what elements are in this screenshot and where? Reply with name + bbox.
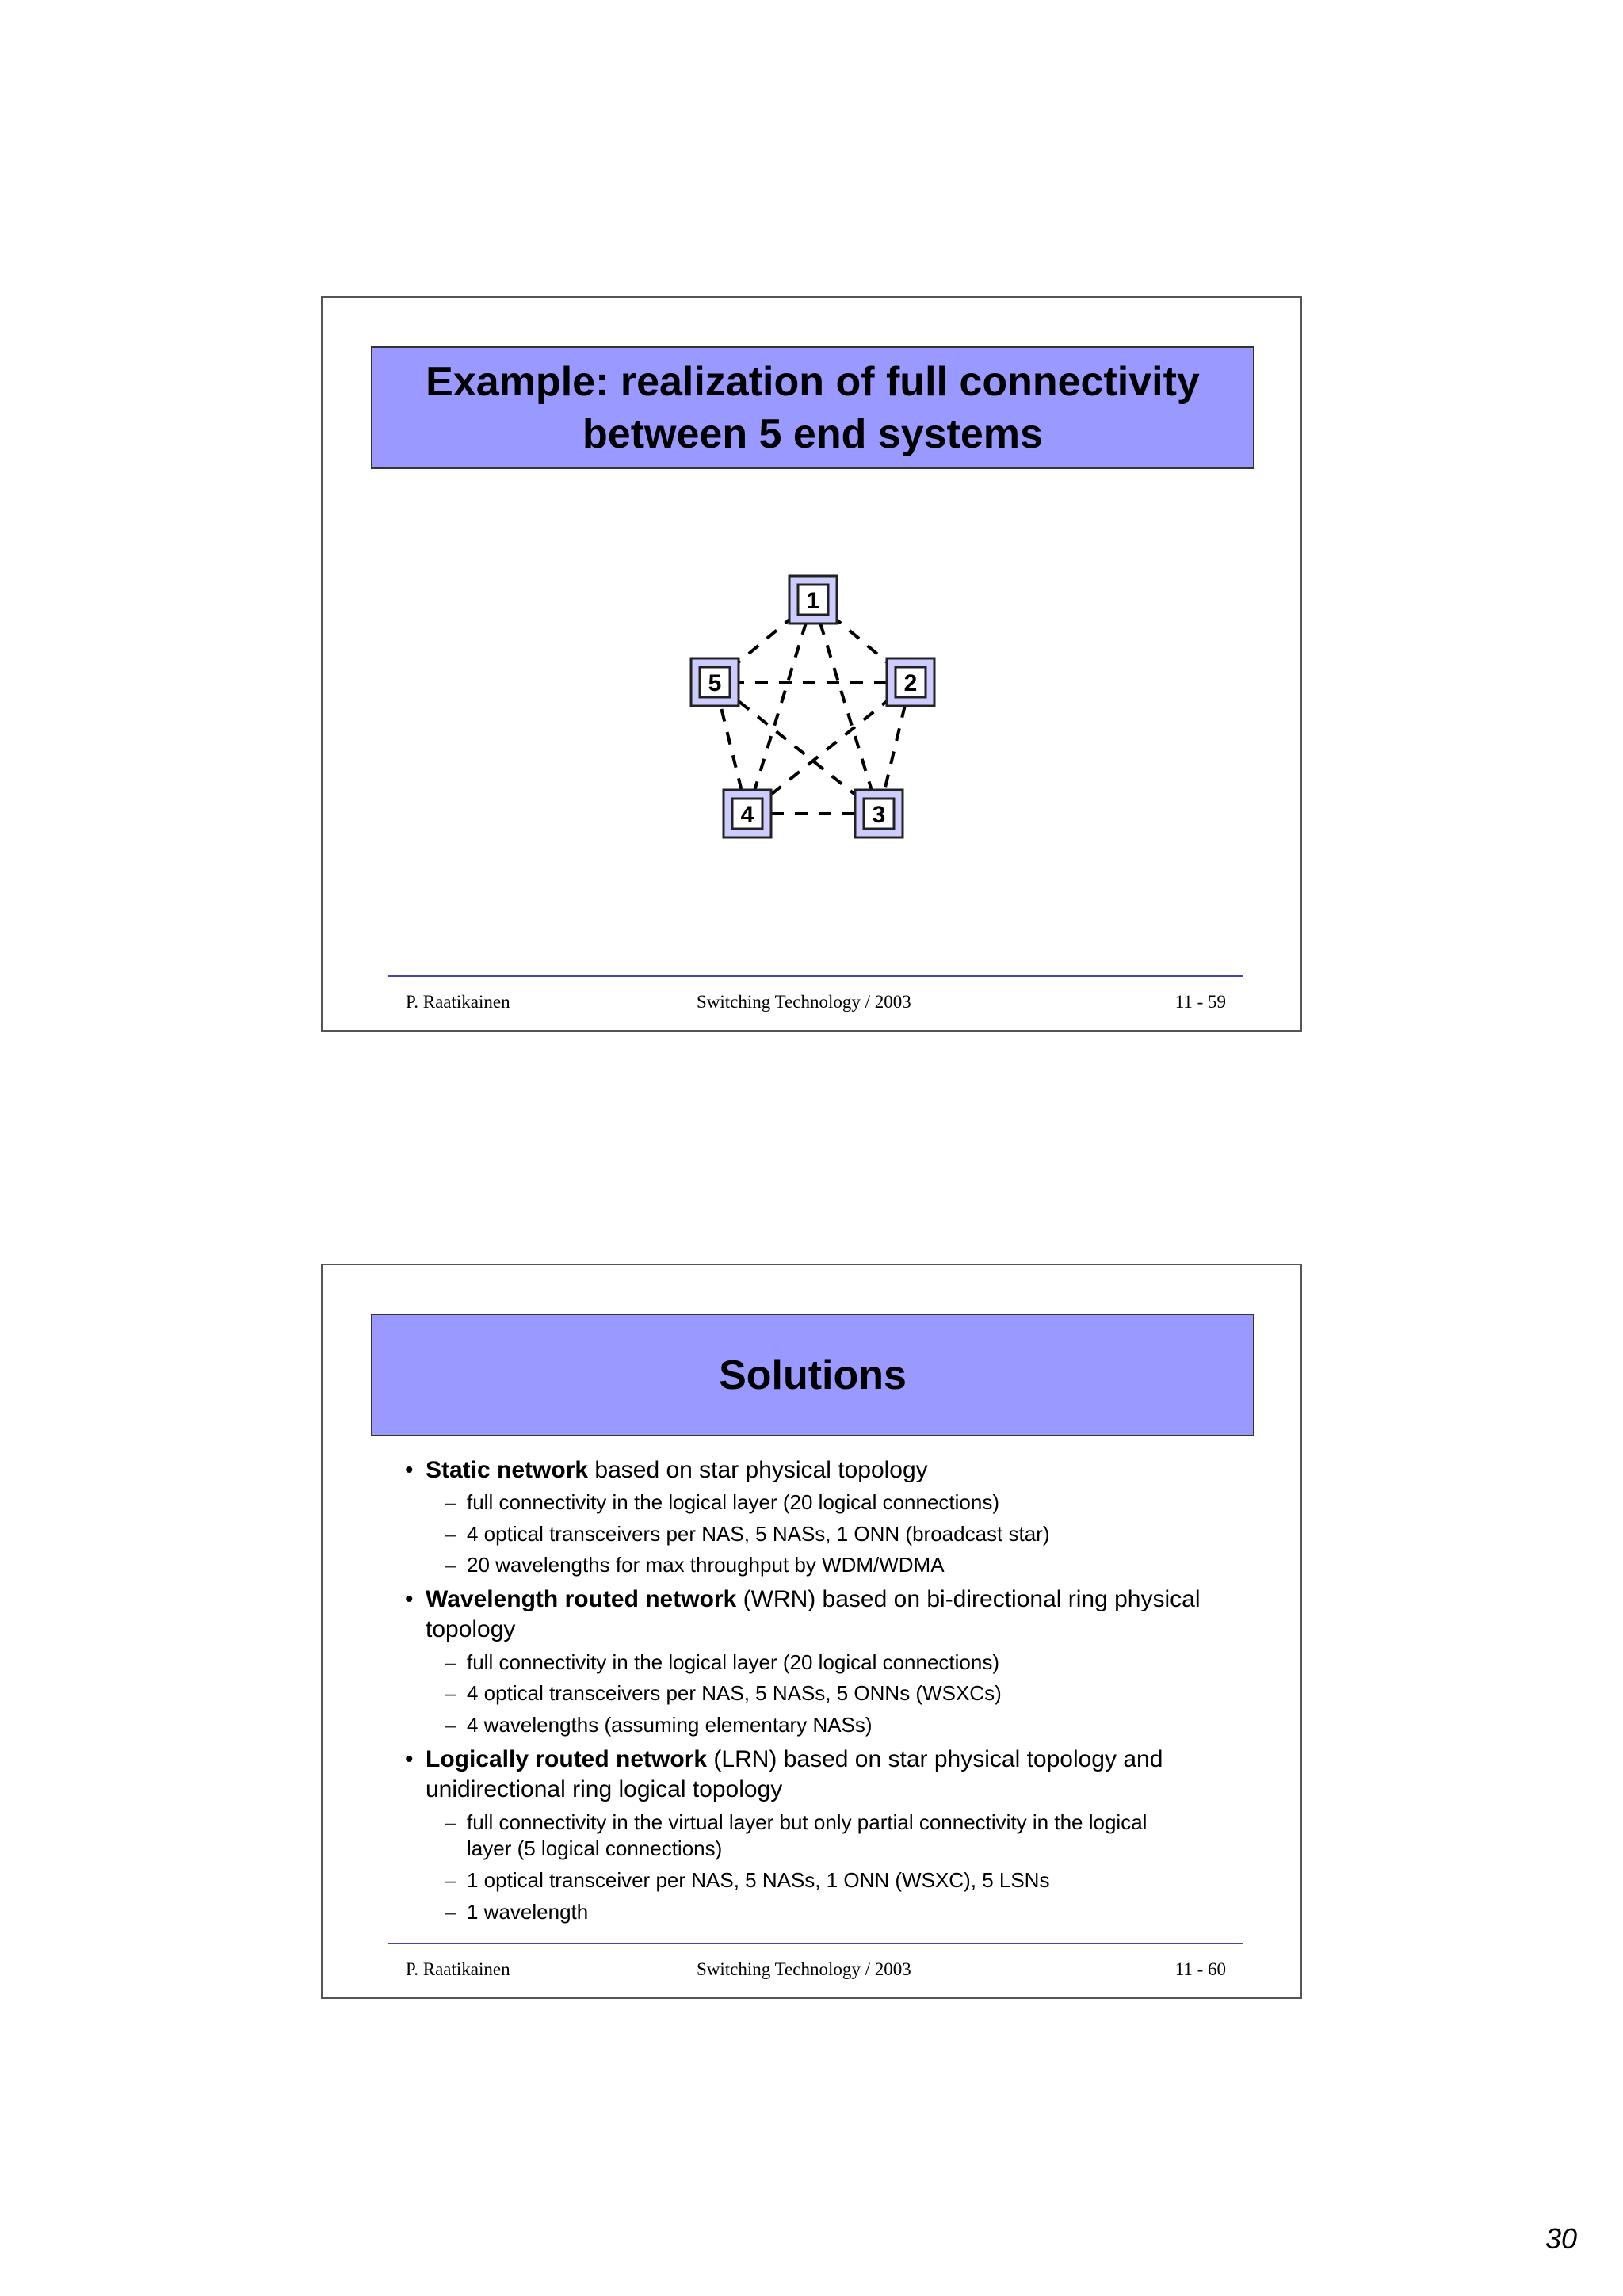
footer-course: Switching Technology / 2003 <box>697 992 911 1012</box>
node-5 <box>691 658 739 706</box>
slide-11-60 <box>321 1264 1302 1999</box>
slide-11-59 <box>321 296 1302 1032</box>
node-2 <box>887 658 934 706</box>
footer-page: 11 - 59 <box>1174 992 1226 1012</box>
mesh-connections <box>715 600 911 814</box>
page-number: 30 <box>1545 2222 1577 2255</box>
node-1 <box>789 576 837 624</box>
footer-course: Switching Technology / 2003 <box>697 1959 911 1979</box>
bullet-text: (LRN) based on star physical topology and <box>707 1746 1163 1772</box>
mesh-nodes <box>691 576 934 837</box>
sub-item: – full connectivity in the logical layer (20 logical connections) <box>445 1650 1000 1674</box>
node-label: 2 <box>903 670 918 696</box>
bullet-bold: Wavelength routed network <box>426 1586 737 1612</box>
footer-rule <box>388 975 1243 977</box>
footer-author: P. Raatikainen <box>406 992 510 1012</box>
bullet-text-line2: unidirectional ring logical topology <box>426 1776 783 1802</box>
bullet-text: (WRN) based on bi-directional ring physical <box>736 1586 1201 1612</box>
footer-page: 11 - 60 <box>1174 1959 1226 1979</box>
link-1-3 <box>813 600 879 814</box>
bullet-dot: • <box>405 1586 414 1612</box>
footer-rule <box>388 1943 1243 1944</box>
slide-title <box>371 1314 1254 1436</box>
sub-item: – 4 wavelengths (assuming elementary NASs) <box>445 1713 873 1737</box>
bullet-text-line2: topology <box>426 1616 516 1642</box>
footer-author: P. Raatikainen <box>406 1959 510 1979</box>
full-mesh-diagram <box>323 298 1304 1033</box>
sub-item: – 4 optical transceivers per NAS, 5 NASs, 1 ONN (broadcast star) <box>445 1522 1050 1546</box>
sub-item: – 1 wavelength <box>445 1900 589 1924</box>
sub-item: – full connectivity in the logical layer (20 logical connections) <box>445 1490 1000 1514</box>
node-label: 4 <box>740 802 754 828</box>
bullet-logically-routed <box>405 1745 1242 1805</box>
bullet-bold: Static network <box>426 1457 589 1483</box>
bullet-dot: • <box>405 1457 414 1483</box>
bullet-dot: • <box>405 1746 414 1772</box>
title-text: Solutions <box>719 1352 907 1398</box>
sub-item: – 4 optical transceivers per NAS, 5 NASs, 5 ONNs (WSXCs) <box>445 1681 1002 1705</box>
link-1-4 <box>747 600 813 814</box>
sub-item: – 1 optical transceiver per NAS, 5 NASs, 1 ONN (WSXC), 5 LSNs <box>445 1868 1050 1892</box>
sub-item: – 20 wavelengths for max throughput by WDM/WDMA <box>445 1553 945 1577</box>
title-line-1: Example: realization of full connectivity <box>426 358 1200 405</box>
bullet-wavelength-routed <box>405 1585 1242 1645</box>
bullet-static-network <box>405 1455 1242 1486</box>
sub-item: – full connectivity in the virtual layer but only partial connectivity in the logical layer (5 logical connections) <box>445 1810 1148 1860</box>
title-line-2: between 5 end systems <box>582 410 1043 457</box>
node-4 <box>724 790 771 837</box>
bullet-text: based on star physical topology <box>588 1457 928 1483</box>
node-label: 1 <box>806 588 820 614</box>
bullet-bold: Logically routed network <box>426 1746 708 1772</box>
node-label: 5 <box>708 670 722 696</box>
node-3 <box>855 790 903 837</box>
node-label: 3 <box>872 802 886 828</box>
